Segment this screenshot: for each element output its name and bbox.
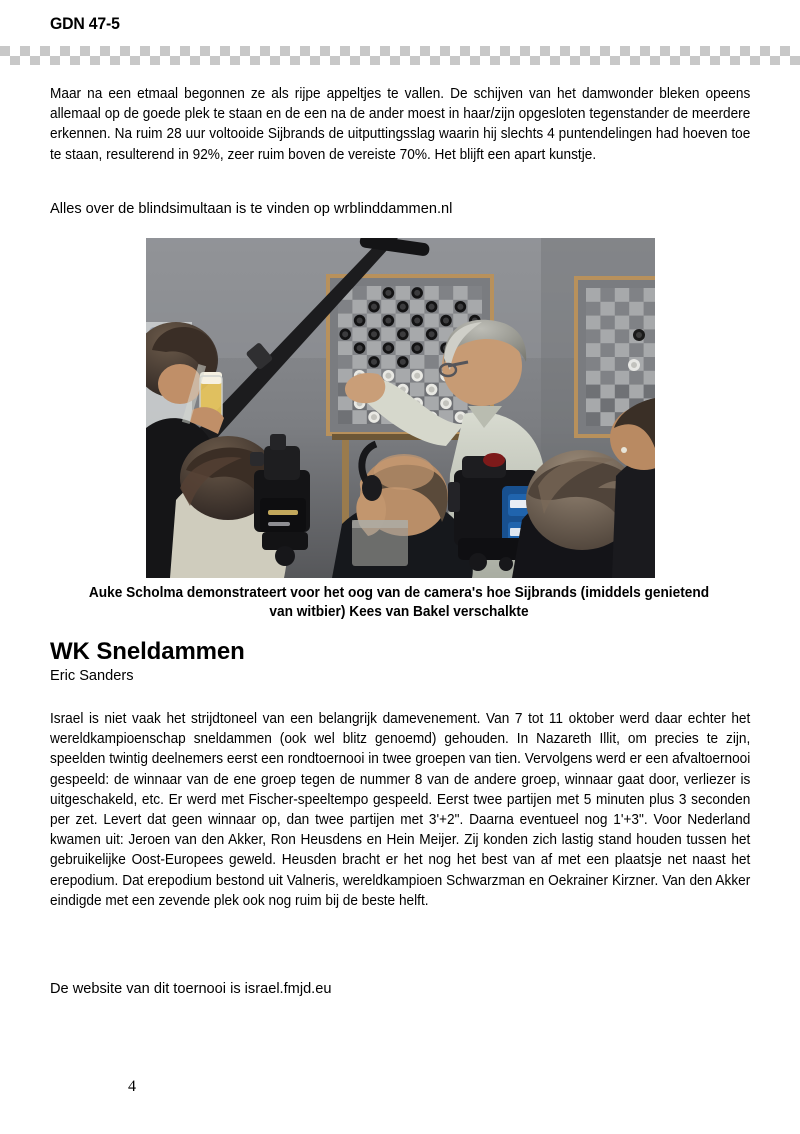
photo-illustration: [146, 238, 655, 578]
article-title: WK Sneldammen: [50, 638, 245, 665]
paragraph-tournament-website: De website van dit toernooi is israel.fmjd.eu: [50, 981, 332, 997]
article-header: [50, 638, 750, 685]
checkerboard-row-bottom: [0, 56, 800, 66]
article-author: Eric Sanders: [50, 668, 134, 684]
paragraph-wk-sneldammen-body: Israel is niet vaak het strijdtoneel van een belangrijk damevenement. Van 7 tot 11 oktober werd daar echter het wereldkampioenschap sneldammen (ook wel blitz genoemd) gehouden. In Nazareth Illit, om precies te zijn, speelden twintig deelnemers eerst een rondtoernooi in twee groepen van tien. Vervolgens werd er een afvaltoernooi gespeeld: de winnaar van de ene groep tegen de nummer 8 van de andere groep, winnaar gaat door, verliezer is uitgeschakeld, etc. Er werd met Fischer-speeltempo gespeeld. Eerst twee partijen met 5 minuten plus 3 seconden per zet. Levert dat geen winnaar op, dan twee partijen met 3'+2". Daarna eventueel nog 1'+3". Voor Nederland kwamen uit: Jeroen van den Akker, Ron Heusdens en Hein Meijer. Zij konden zich lastig stand houden tussen het gebruikelijke Oost-Europees geweld. Heusden bracht er het nog het best van af met een plaatsje net naast het erepodium. Dat erepodium bestond uit Valneris, wereldkampioen Schwarzman en Oekrainer Kirzner. Van den Akker eindigde met een zevende plek ook nog ruim bij de beste helft.: [50, 711, 751, 909]
page-header-title: GDN 47-5: [50, 14, 120, 33]
checkerboard-divider: [0, 46, 800, 65]
paragraph-blindsimultaan-link: Alles over de blindsimultaan is te vinden op wrblinddammen.nl: [50, 201, 453, 217]
page-number: 4: [128, 1078, 136, 1095]
page-header: [0, 0, 800, 46]
photo-draughts-demonstration: [146, 238, 655, 578]
paragraph-intro: Maar na een etmaal begonnen ze als rijpe appeltjes te vallen. De schijven van het damwonder bleken opeens allemaal op de goede plek te staan en de een na de ander moest in haar/zijn opgesloten tegenstander de meerdere erkennen. Na ruim 28 uur voltooide Sijbrands de uitputtingsslag waarin hij slechts 4 puntendelingen had hoeven toe te staan, resulterend in 92%, zeer ruim boven de vereiste 70%. Het blijft een apart kunstje.: [50, 86, 751, 163]
figure-caption: Auke Scholma demonstrateert voor het oog van de camera's hoe Sijbrands (imiddels genietend van witbier) Kees van Bakel verschalkte: [88, 585, 710, 620]
checkerboard-row-top: [0, 46, 800, 56]
article-figure: [88, 238, 710, 622]
spectator-far-right: [610, 398, 655, 578]
